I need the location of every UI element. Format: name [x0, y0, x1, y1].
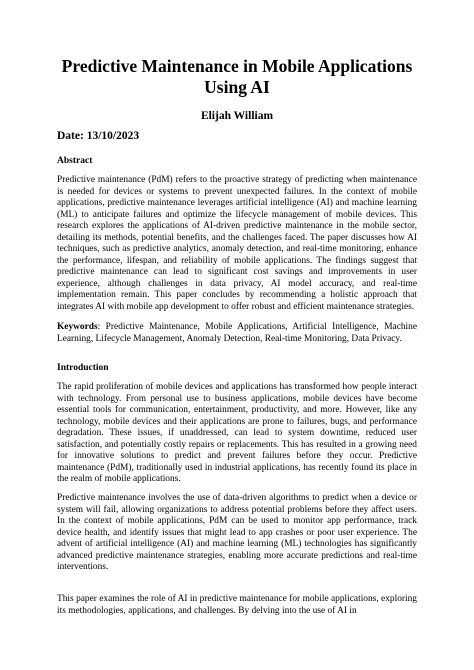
abstract-heading: Abstract: [57, 156, 93, 166]
author-name: Elijah William: [200, 110, 274, 122]
abstract-text: Predictive maintenance (PdM) refers to the proactive strategy of predicting when maintenance is needed for devices or systems to prevent unexpected failures. In the context of mobile applications, predictive maintenance leverages artificial intelligence (AI) and machine learning (ML) to anticipate failures and optimize the lifecycle management of mobile devices. This research explores the applications of AI-driven predictive maintenance in the mobile sector, detailing its methods, potential benefits, and the challenges faced. The paper discusses how AI techniques, such as predictive analytics, anomaly detection, and real-time monitoring, enhance the performance, lifespan, and reliability of mobile applications. The findings suggest that predictive maintenance can lead to significant cost savings and improvements in user experience, although challenges in data privacy, AI model accuracy, and real-time implementation remain. This paper concludes by recommending a holistic approach that integrates AI with mobile app development to offer robust and efficient maintenance strategies.: [57, 175, 417, 312]
keywords-text: : Predictive Maintenance, Mobile Applications, Artificial Intelligence, Machine Learning, Lifecycle Management, Anomaly Detection, Real-time Monitoring, Data Privacy.: [57, 322, 417, 344]
intro-paragraph-2: Predictive maintenance involves the use of data-driven algorithms to predict when a device or system will fail, allowing organizations to address potential problems before they affect users. In the context of mobile applications, PdM can be used to monitor app performance, track device health, and identify issues that might lead to app crashes or poor user experience. The advent of artificial intelligence (AI) and machine learning (ML) technologies has significantly advanced predictive maintenance strategies, enabling more accurate predictions and real-time interventions.: [57, 493, 417, 572]
keywords-label: Keywords: [57, 322, 98, 332]
paper-title: Predictive Maintenance in Mobile Applications Using AI: [61, 56, 413, 97]
keywords-paragraph: [57, 322, 417, 345]
intro-paragraph-1: The rapid proliferation of mobile devices and applications has transformed how people interact with technology. From personal use to business applications, mobile devices have become essential tools for communication, entertainment, productivity, and more. However, like any technology, mobile devices and their applications are prone to failures, bugs, and performance degradation. These issues, if unaddressed, can lead to system downtime, reduced user satisfaction, and potentially costly repairs or replacements. This has resulted in a growing need for innovative solutions to predict and prevent failures before they occur. Predictive maintenance (PdM), traditionally used in industrial applications, has recently found its place in the realm of mobile applications.: [57, 382, 417, 484]
paper-date: Date: 13/10/2023: [57, 130, 140, 142]
introduction-heading: Introduction: [57, 363, 109, 373]
intro-paragraph-3: This paper examines the role of AI in predictive maintenance for mobile applications, exploring its methodologies, applications, and challenges. By delving into the use of AI in: [57, 594, 417, 616]
